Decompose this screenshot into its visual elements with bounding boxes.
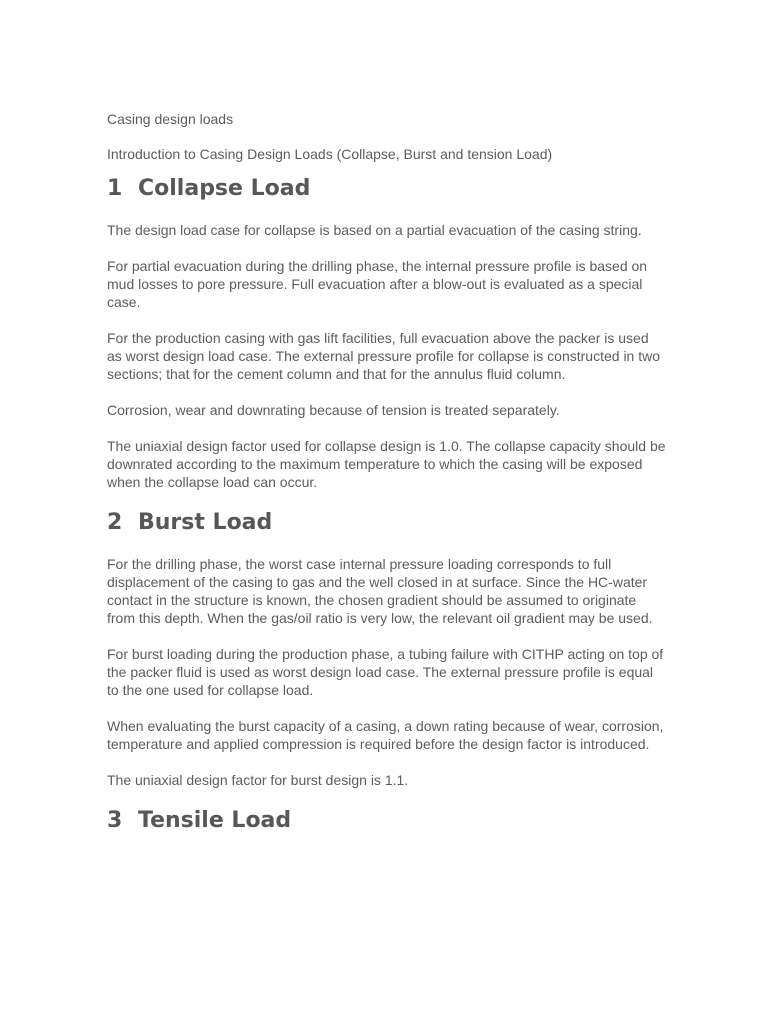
section-title: Collapse Load	[138, 176, 311, 201]
section-burst-load	[107, 509, 667, 789]
document-page	[107, 110, 667, 853]
section-title: Tensile Load	[138, 808, 292, 833]
paragraph: The uniaxial design factor used for collapse design is 1.0. The collapse capacity should be downrated according to the maximum temperature to which the casing will be exposed when the collapse load can occur.	[107, 438, 666, 490]
section-tensile-load	[107, 807, 667, 835]
paragraph: For the production casing with gas lift facilities, full evacuation above the packer is used as worst design load case. The external pressure profile for collapse is constructed in two sections; that for the cement column and that for the annulus fluid column.	[107, 330, 661, 382]
paragraph: When evaluating the burst capacity of a casing, a down rating because of wear, corrosion, temperature and applied compression is required before the design factor is introduced.	[107, 718, 664, 752]
document-title: Casing design loads	[107, 111, 234, 127]
section-collapse-load	[107, 175, 667, 491]
paragraph: For burst loading during the production phase, a tubing failure with CITHP acting on top of the packer fluid is used as worst design load case. The external pressure profile is equal to the one used for collapse load.	[107, 646, 664, 698]
paragraph: For partial evacuation during the drilling phase, the internal pressure profile is based on mud losses to pore pressure. Full evacuation after a blow-out is evaluated as a special case.	[107, 258, 648, 310]
paragraph: The uniaxial design factor for burst design is 1.1.	[107, 772, 409, 788]
section-number: 2	[107, 510, 123, 535]
paragraph: Corrosion, wear and downrating because of tension is treated separately.	[107, 402, 560, 418]
section-heading	[107, 509, 667, 537]
section-heading	[107, 175, 667, 203]
section-number: 1	[107, 176, 123, 201]
section-title: Burst Load	[138, 510, 273, 535]
paragraph: The design load case for collapse is based on a partial evacuation of the casing string.	[107, 222, 642, 238]
section-heading	[107, 807, 667, 835]
section-number: 3	[107, 808, 123, 833]
paragraph: For the drilling phase, the worst case internal pressure loading corresponds to full displacement of the casing to gas and the well closed in at surface. Since the HC-water contact in the structure is known, the chosen gradient should be assumed to originate from this depth. When the gas/oil ratio is very low, the relevant oil gradient may be used.	[107, 556, 653, 626]
document-intro: Introduction to Casing Design Loads (Collapse, Burst and tension Load)	[107, 146, 553, 162]
